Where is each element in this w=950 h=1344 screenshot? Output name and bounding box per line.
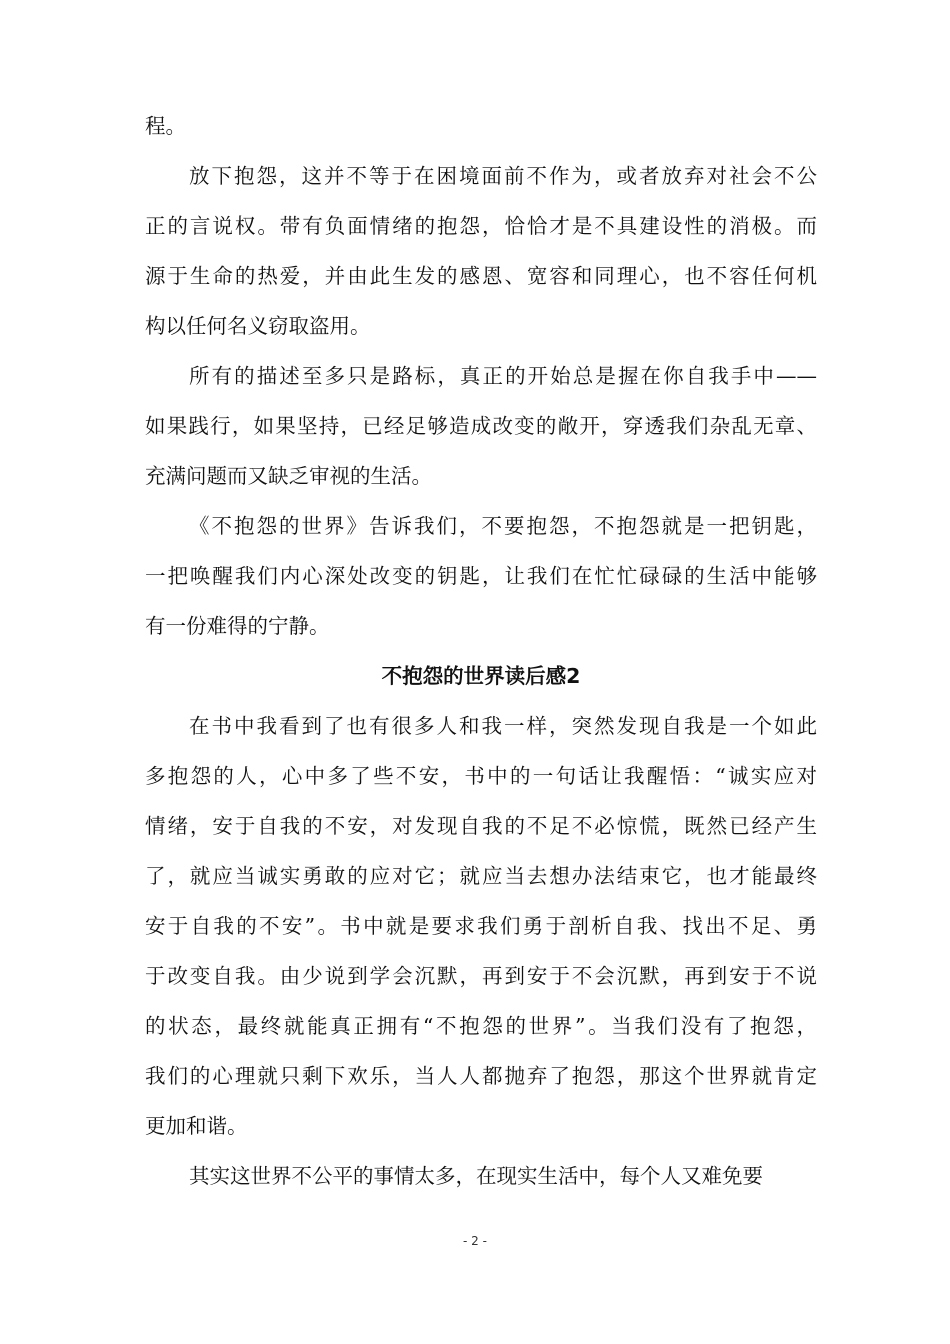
- paragraph-line: 我们的心理就只剩下欢乐，当人人都抛弃了抱怨，那这个世界就肯定: [145, 1064, 817, 1088]
- paragraph-line: 程。: [145, 114, 186, 138]
- paragraph-line: 《不抱怨的世界》告诉我们，不要抱怨，不抱怨就是一把钥匙，: [189, 514, 817, 538]
- section-heading: 不抱怨的世界读后感2: [381, 664, 581, 688]
- paragraph-line: 正的言说权。带有负面情绪的抱怨，恰恰才是不具建设性的消极。而: [145, 214, 817, 238]
- paragraph-line: 安于自我的不安”。书中就是要求我们勇于剖析自我、找出不足、勇: [145, 914, 817, 938]
- paragraph-line: 其实这世界不公平的事情太多，在现实生活中，每个人又难免要: [189, 1164, 763, 1188]
- paragraph-line: 放下抱怨，这并不等于在困境面前不作为，或者放弃对社会不公: [189, 164, 817, 188]
- paragraph-line: 充满问题而又缺乏审视的生活。: [145, 464, 432, 488]
- paragraph-line: 在书中我看到了也有很多人和我一样，突然发现自我是一个如此: [189, 714, 817, 738]
- paragraph-line: 于改变自我。由少说到学会沉默，再到安于不会沉默，再到安于不说: [145, 964, 817, 988]
- document-body: [145, 101, 817, 1201]
- paragraph-line: 有一份难得的宁静。: [145, 614, 330, 638]
- paragraph-line: 所有的描述至多只是路标，真正的开始总是握在你自我手中——: [189, 364, 817, 388]
- paragraph-line: 构以任何名义窃取盗用。: [145, 314, 371, 338]
- paragraph-line: 的状态，最终就能真正拥有“不抱怨的世界”。当我们没有了抱怨，: [145, 1014, 817, 1038]
- paragraph-line: 源于生命的热爱，并由此生发的感恩、宽容和同理心，也不容任何机: [145, 264, 817, 288]
- paragraph-line: 情绪，安于自我的不安，对发现自我的不足不必惊慌，既然已经产生: [145, 814, 817, 838]
- paragraph-line: 一把唤醒我们内心深处改变的钥匙，让我们在忙忙碌碌的生活中能够: [145, 564, 817, 588]
- paragraph-line: 多抱怨的人，心中多了些不安，书中的一句话让我醒悟：“诚实应对: [145, 764, 817, 788]
- paragraph-line: 了，就应当诚实勇敢的应对它；就应当去想办法结束它，也才能最终: [145, 864, 817, 888]
- paragraph-line: 如果践行，如果坚持，已经足够造成改变的敞开，穿透我们杂乱无章、: [145, 414, 817, 438]
- paragraph-line: 更加和谐。: [145, 1114, 248, 1138]
- page-number: - 2 -: [463, 1234, 487, 1248]
